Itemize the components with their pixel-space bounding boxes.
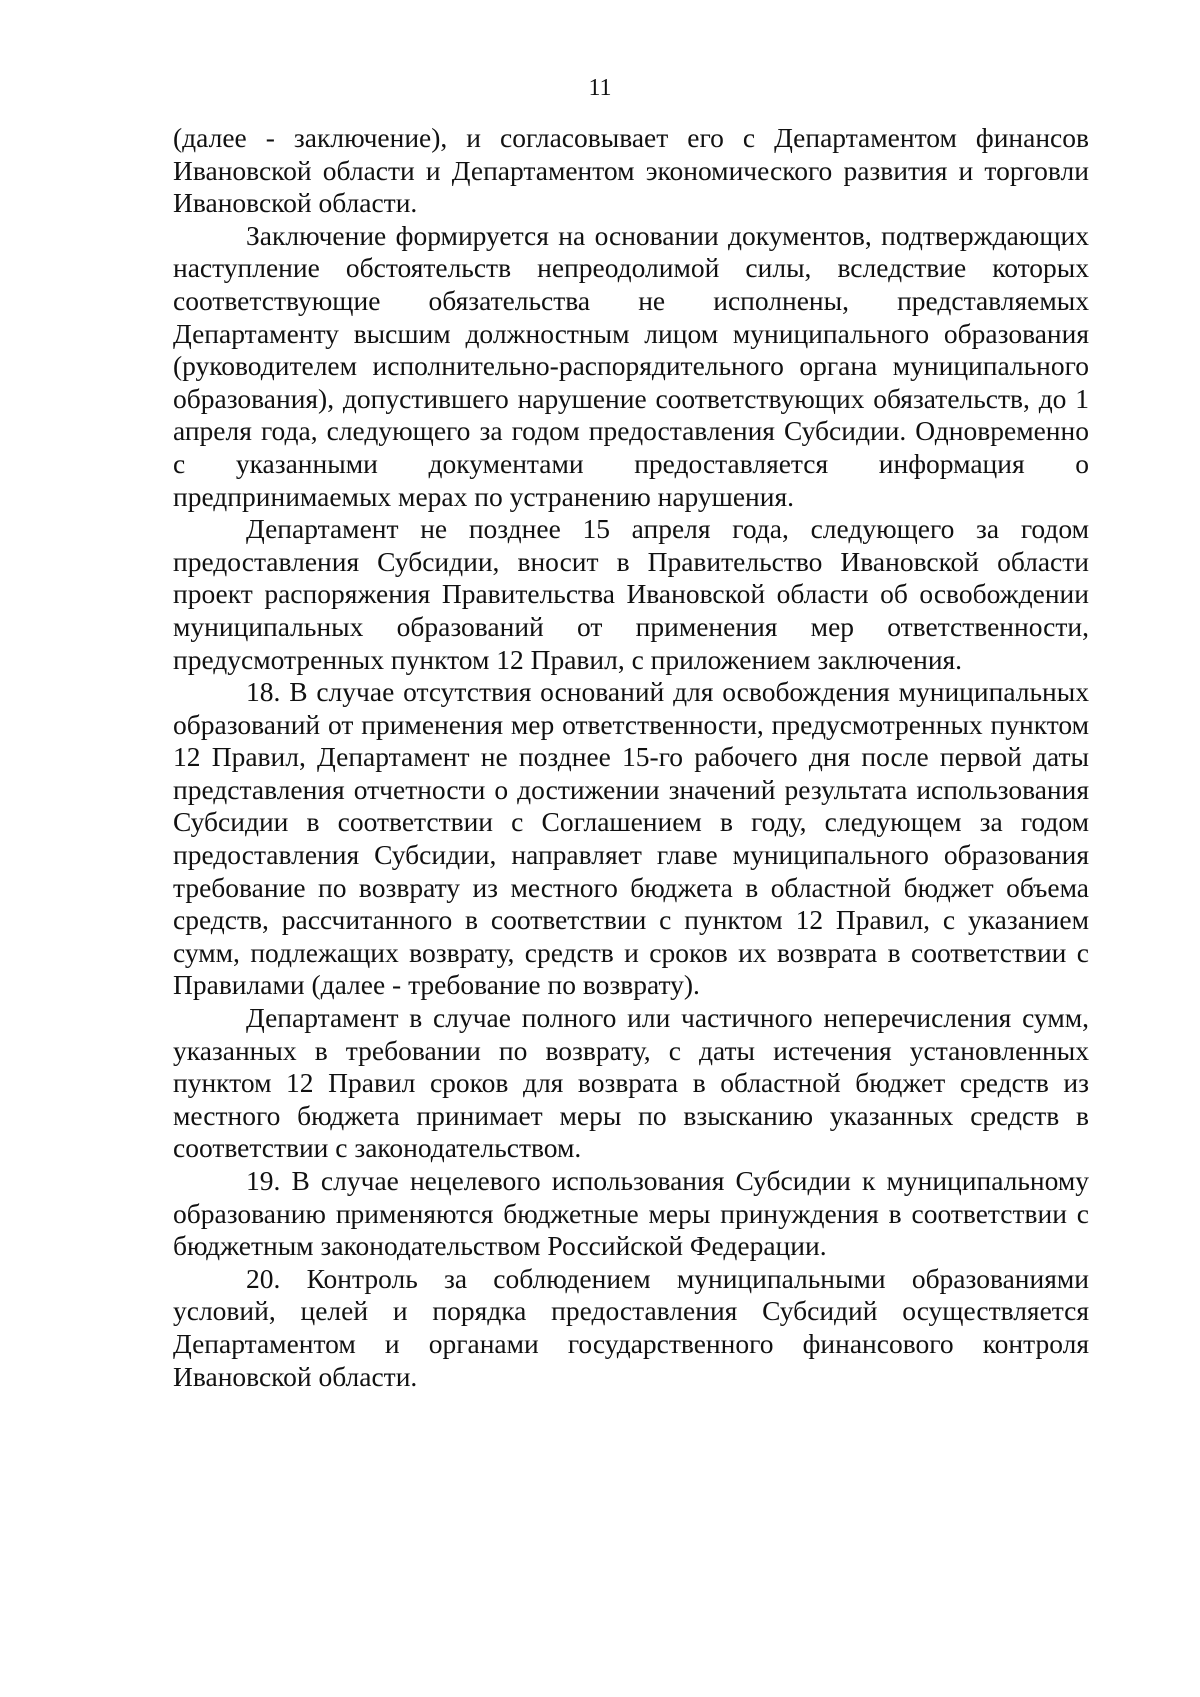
paragraph-department-submission: Департамент не позднее 15 апреля года, следующего за годом предоставления Субсидии, вносит в Правительство Ивановской области проект распоряжения Правительства Ивановской области об освобождении муниципальных образований от применения мер ответственности, предусмотренных пунктом 12 Правил, с приложением заключения. xyxy=(173,513,1089,675)
page-number: 11 xyxy=(588,75,612,101)
paragraph-item-20: 20. Контроль за соблюдением муниципальными образованиями условий, целей и порядка предоставления Субсидий осуществляется Департаментом и органами государственного финансового контроля Ивановской области. xyxy=(173,1262,1089,1392)
paragraph-conclusion-formation: Заключение формируется на основании документов, подтверждающих наступление обстоятельств непреодолимой силы, вследствие которых соответствующие обязательства не исполнены, представляемых Департаменту высшим должностным лицом муниципального образования (руководителем исполнительно-распорядительного органа муниципального образования), допустившего нарушение соответствующих обязательств, до 1 апреля года, следующего за годом предоставления Субсидии. Одновременно с указанными документами предоставляется информация о предпринимаемых мерах по устранению нарушения. xyxy=(173,219,1089,512)
paragraph-recovery-measures: Департамент в случае полного или частичного неперечисления сумм, указанных в требовании по возврату, с даты истечения установленных пунктом 12 Правил сроков для возврата в областной бюджет средств из местного бюджета принимает меры по взысканию указанных средств в соответствии с законодательством. xyxy=(173,1002,1089,1164)
document-body xyxy=(173,122,1089,1393)
paragraph-continuation: (далее - заключение), и согласовывает его с Департаментом финансов Ивановской области и Департаментом экономического развития и торговли Ивановской области. xyxy=(173,122,1089,219)
paragraph-item-19: 19. В случае нецелевого использования Субсидии к муниципальному образованию применяются бюджетные меры принуждения в соответствии с бюджетным законодательством Российской Федерации. xyxy=(173,1165,1089,1262)
paragraph-item-18: 18. В случае отсутствия оснований для освобождения муниципальных образований от применения мер ответственности, предусмотренных пунктом 12 Правил, Департамент не позднее 15-го рабочего дня после первой даты представления отчетности о достижении значений результата использования Субсидии в соответствии с Соглашением в году, следующем за годом предоставления Субсидии, направляет главе муниципального образования требование по возврату из местного бюджета в областной бюджет объема средств, рассчитанного в соответствии с пунктом 12 Правил, с указанием сумм, подлежащих возврату, средств и сроков их возврата в соответствии с Правилами (далее - требование по возврату). xyxy=(173,676,1089,1001)
